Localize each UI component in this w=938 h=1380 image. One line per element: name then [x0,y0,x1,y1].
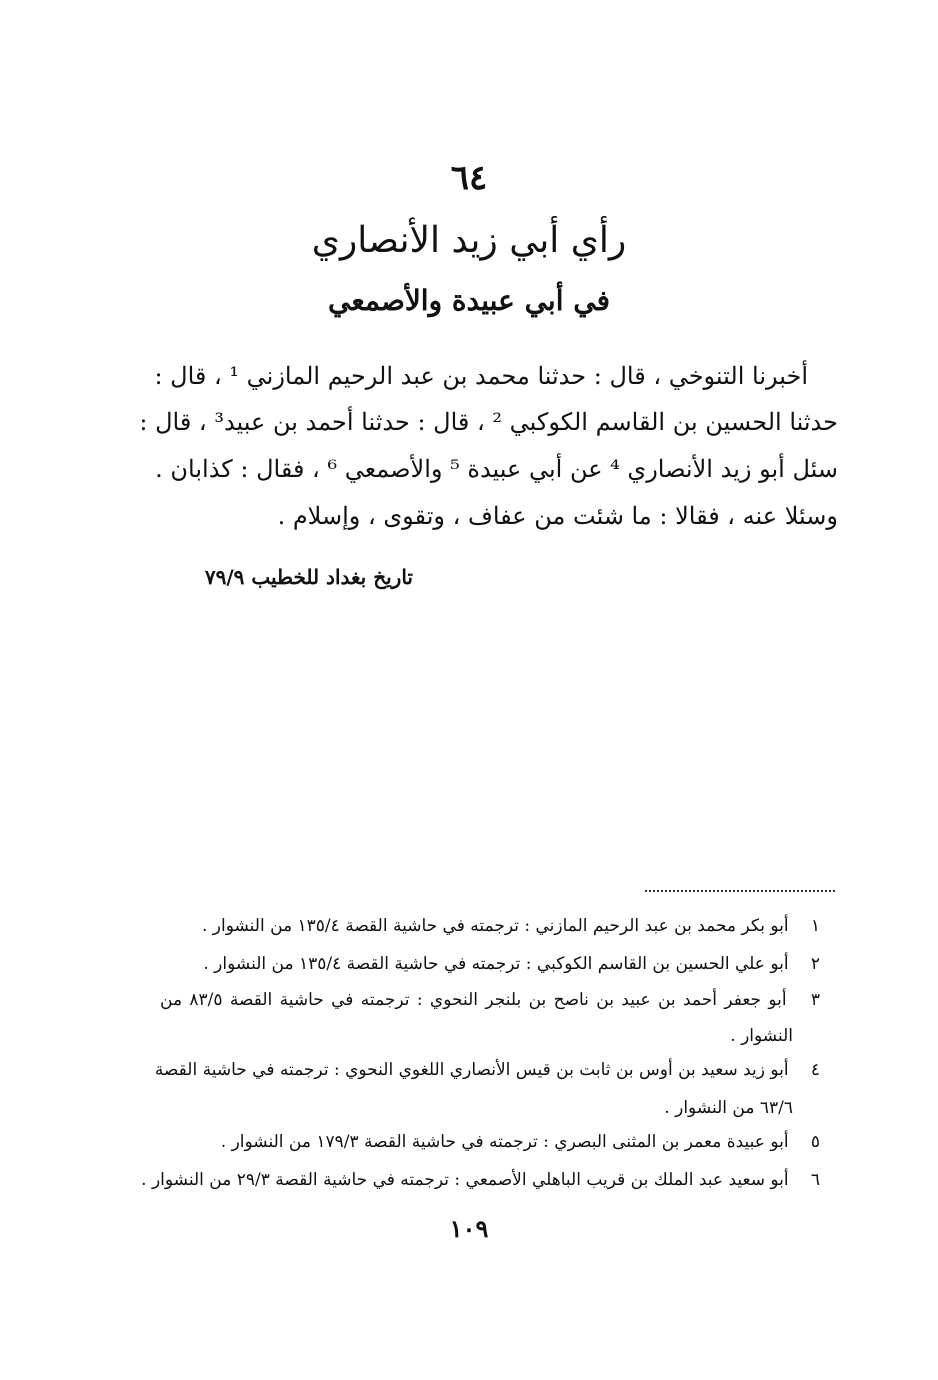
footnote-text: أبو بكر محمد بن عبد الرحيم المازني : ترجمته في حاشية القصة ١٣٥/٤ من النشوار . [201,916,789,936]
footnote-4 [154,1060,820,1080]
footnote-text: أبو علي الحسين بن القاسم الكوكبي : ترجمته في حاشية القصة ١٣٥/٤ من النشوار . [203,954,789,974]
footnote-1 [202,916,820,936]
footnote-3-continuation: النشوار . [730,1026,793,1046]
body-line-2: حدثنا الحسين بن القاسم الكوكبي ² ، قال : حدثنا أحمد بن عبيد³ ، قال : [139,408,838,436]
footnote-text: أبو زيد سعيد بن أوس بن ثابت بن قيس الأنصاري اللغوي النحوي : ترجمته في حاشية القصة [154,1060,789,1080]
footnote-text: أبو سعيد عبد الملك بن قريب الباهلي الأصمعي : ترجمته في حاشية القصة ٢٩/٣ من النشوار . [141,1170,789,1190]
body-line-1: أخبرنا التنوخي ، قال : حدثنا محمد بن عبد الرحيم المازني ¹ ، قال : [154,362,808,390]
source-citation: تاريخ بغداد للخطيب ٧٩/٩ [204,565,413,589]
section-subtitle: في أبي عبيدة والأصمعي [328,284,610,317]
footnote-6 [141,1170,820,1190]
footnote-number: ٥ [810,1132,820,1152]
page-number: ١٠٩ [449,1214,489,1243]
footnote-2 [203,954,820,974]
footnote-3 [160,990,820,1010]
body-line-4: وسئلا عنه ، فقالا : ما شئت من عفاف ، وتقوى ، وإسلام . [277,502,838,530]
footnote-divider [645,890,835,892]
footnote-number: ١ [810,916,820,936]
footnote-number: ٤ [810,1060,820,1080]
section-title: رأي أبي زيد الأنصاري [311,220,627,261]
footnote-text: أبو عبيدة معمر بن المثنى البصري : ترجمته في حاشية القصة ١٧٩/٣ من النشوار . [220,1132,789,1152]
footnote-5 [221,1132,820,1152]
footnote-number: ٦ [810,1170,820,1190]
body-line-3: سئل أبو زيد الأنصاري ⁴ عن أبي عبيدة ⁵ والأصمعي ⁶ ، فقال : كذابان . [155,455,838,483]
section-number: ٦٤ [450,158,488,198]
footnote-number: ٣ [810,990,820,1010]
footnote-4-continuation: ٦٣/٦ من النشوار . [664,1098,793,1118]
footnote-number: ٢ [810,954,820,974]
footnote-text: أبو جعفر أحمد بن عبيد بن ناصح بن بلنجر النحوي : ترجمته في حاشية القصة ٨٣/٥ من [160,990,787,1010]
